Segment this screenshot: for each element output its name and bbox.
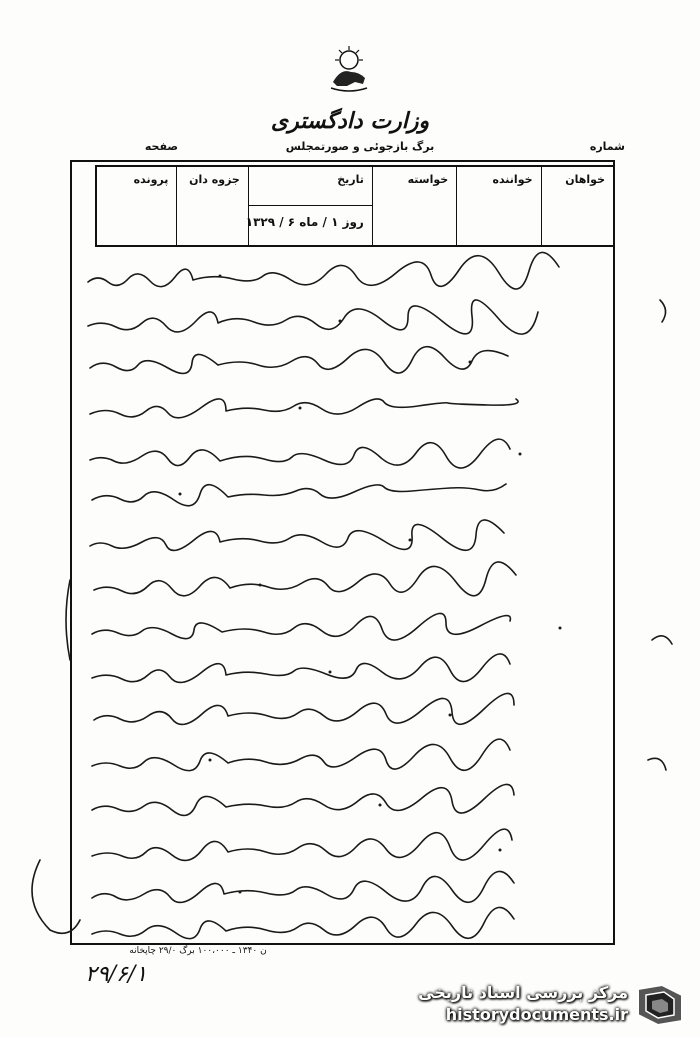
archive-logo-icon (632, 981, 688, 1029)
column-binder: جزوه دان (176, 167, 247, 245)
column-file: پرونده (133, 173, 169, 186)
watermark-url: historydocuments.ir (445, 1005, 628, 1024)
ministry-title: وزارت دادگستری (270, 108, 430, 134)
column-date-label: تاریخ (337, 173, 364, 186)
column-requester: خواهان (541, 167, 613, 245)
print-info-line: ن ۱۳۴۰ ـ ۱۰۰،۰۰۰ برگ ۲۹/۰ چاپخانه (129, 946, 267, 956)
watermark (418, 979, 693, 1031)
column-reader: خواننده (456, 167, 540, 245)
sheet-title: برگ بازجوئی و صورتمجلس (285, 140, 435, 153)
number-label: شماره (589, 140, 625, 153)
date-value: روز ۱ / ماه ۶ / ۱۳۲۹ (245, 215, 364, 229)
watermark-title: مرکز بررسی اسناد تاریخی (418, 983, 628, 1002)
handwritten-date: ۲۹/۶/۱ (85, 962, 148, 987)
column-request: خواسته (372, 167, 456, 245)
page-label: صفحه (144, 140, 178, 153)
